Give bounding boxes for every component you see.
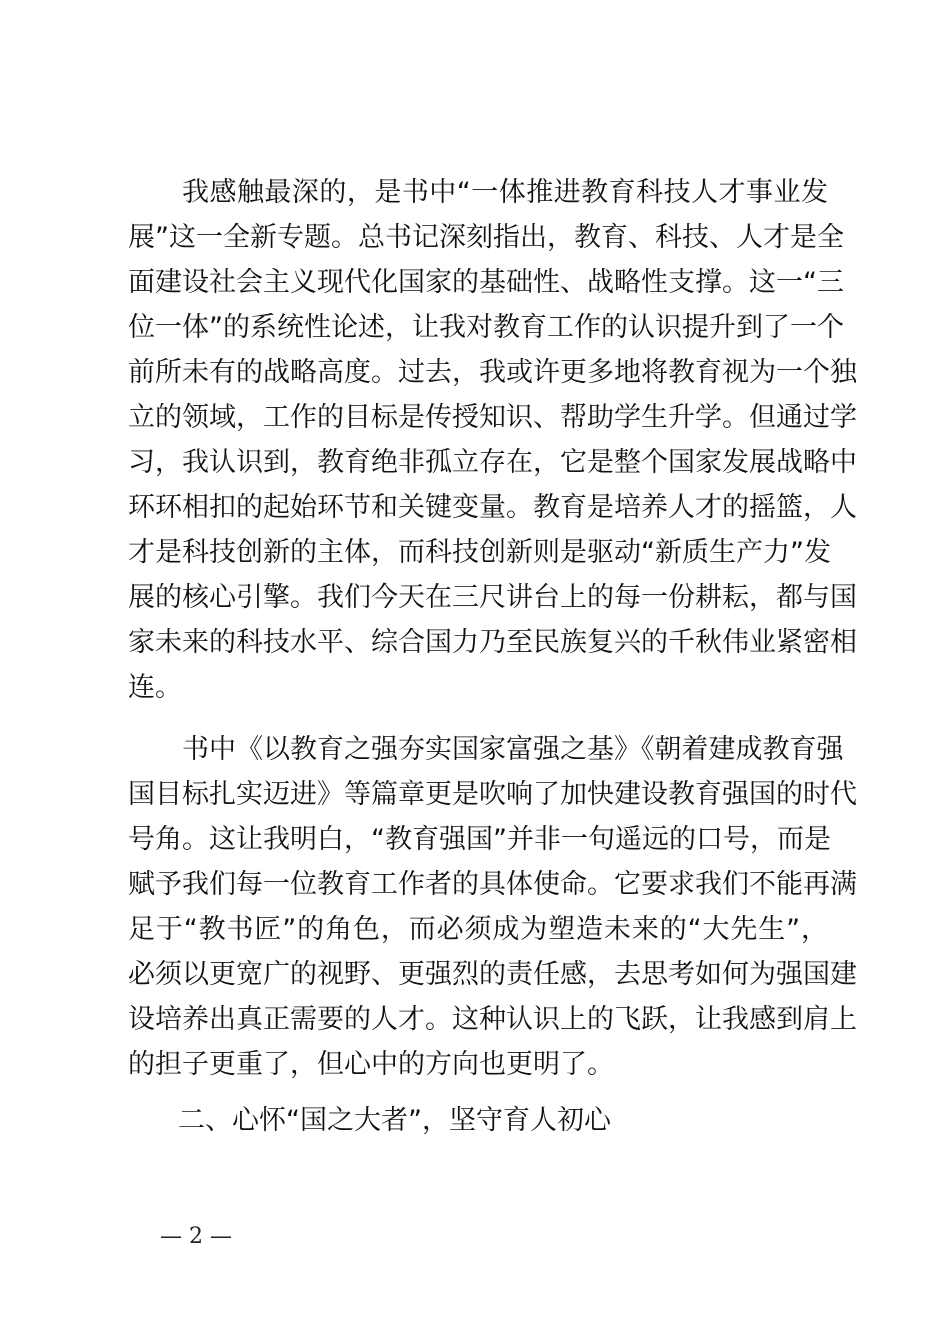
paragraph-line: 展的核心引擎。我们今天在三尺讲台上的每一份耕耘，都与国 [128, 582, 857, 613]
paragraph-line: 我感触最深的，是书中“一体推进教育科技人才事业发 [182, 177, 828, 208]
paragraph-line: 位一体”的系统性论述，让我对教育工作的认识提升到了一个 [128, 312, 844, 343]
section-heading: 二、心怀“国之大者”，坚守育人初心 [178, 1105, 611, 1136]
paragraph-line: 设培养出真正需要的人才。这种认识上的飞跃，让我感到肩上 [128, 1004, 857, 1035]
paragraph-line: 环环相扣的起始环节和关键变量。教育是培养人才的摇篮，人 [128, 492, 857, 523]
paragraph-line: 的担子更重了，但心中的方向也更明了。 [128, 1049, 614, 1080]
paragraph-line: 国目标扎实迈进》等篇章更是吹响了加快建设教育强国的时代 [128, 779, 857, 810]
paragraph-line: 书中《以教育之强夯实国家富强之基》《朝着建成教育强 [182, 734, 844, 765]
paragraph-line: 足于“教书匠”的角色，而必须成为塑造未来的“大先生”， [128, 914, 828, 945]
paragraph-line: 连。 [128, 672, 182, 703]
paragraph-line: 才是科技创新的主体，而科技创新则是驱动“新质生产力”发 [128, 537, 831, 568]
paragraph-line: 展”这一全新专题。总书记深刻指出，教育、科技、人才是全 [128, 222, 844, 253]
paragraph-line: 号角。这让我明白，“教育强国”并非一句遥远的口号，而是 [128, 824, 831, 855]
paragraph-line: 家未来的科技水平、综合国力乃至民族复兴的千秋伟业紧密相 [128, 627, 857, 658]
page-number: — 2 — [160, 1224, 232, 1249]
paragraph-line: 面建设社会主义现代化国家的基础性、战略性支撑。这一“三 [128, 267, 844, 298]
paragraph-line: 习，我认识到，教育绝非孤立存在，它是整个国家发展战略中 [128, 447, 857, 478]
paragraph-line: 立的领域，工作的目标是传授知识、帮助学生升学。但通过学 [128, 402, 857, 433]
paragraph-line: 赋予我们每一位教育工作者的具体使命。它要求我们不能再满 [128, 869, 857, 900]
paragraph-line: 前所未有的战略高度。过去，我或许更多地将教育视为一个独 [128, 357, 857, 388]
paragraph-line: 必须以更宽广的视野、更强烈的责任感，去思考如何为强国建 [128, 959, 857, 990]
